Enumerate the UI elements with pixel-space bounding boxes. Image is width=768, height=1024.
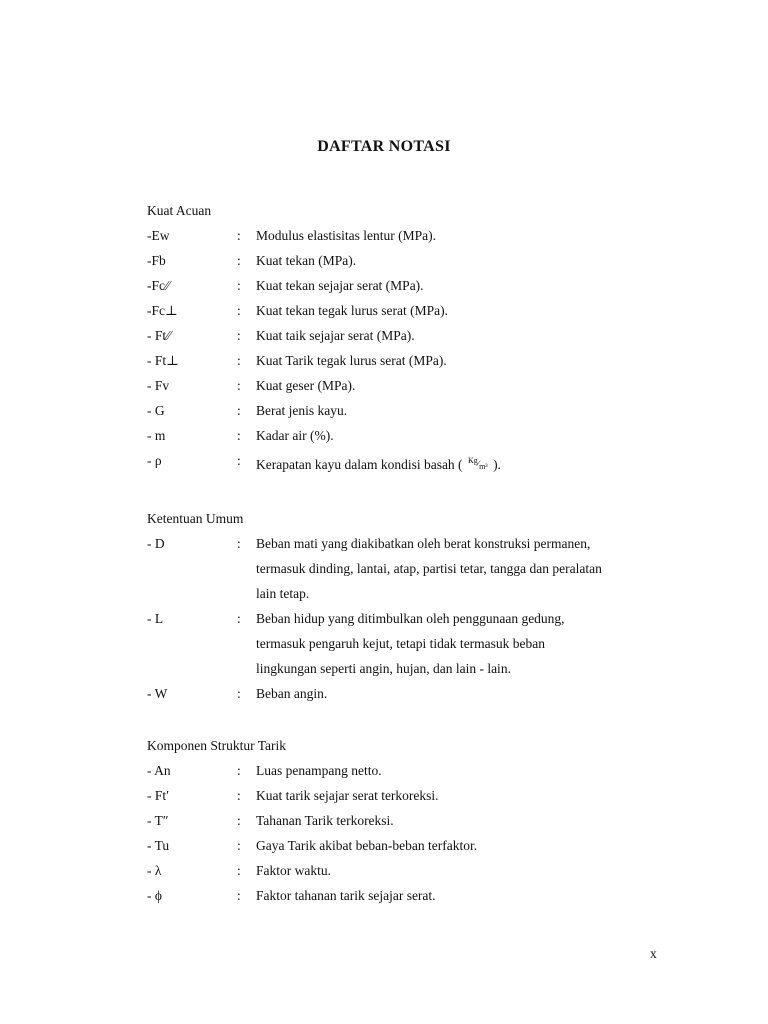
notation-row bbox=[147, 681, 667, 706]
notation-description bbox=[256, 758, 667, 783]
unit-denominator: m³ bbox=[479, 462, 488, 471]
description-line: Gaya Tarik akibat beban-beban terfaktor. bbox=[256, 838, 478, 853]
notation-symbol: - D bbox=[147, 536, 165, 551]
notation-symbol: - T″ bbox=[147, 813, 169, 828]
notation-symbol: - An bbox=[147, 763, 171, 778]
rho-text-before: Kerapatan kayu dalam kondisi basah ( bbox=[256, 457, 463, 472]
notation-colon: : bbox=[237, 611, 241, 626]
notation-symbol: - Ft⁄⁄ bbox=[147, 328, 171, 343]
notation-description bbox=[256, 448, 667, 473]
notation-symbol: - m bbox=[147, 428, 166, 443]
notation-symbol: -Fc⊥ bbox=[147, 303, 178, 318]
description-line: Beban hidup yang ditimbulkan oleh penggunaan gedung, bbox=[256, 611, 565, 626]
rho-text-after: ). bbox=[493, 457, 501, 472]
notation-row bbox=[147, 248, 667, 273]
notation-colon: : bbox=[237, 278, 241, 293]
description-line: Modulus elastisitas lentur (MPa). bbox=[256, 228, 436, 243]
description-line: Kuat tekan sejajar serat (MPa). bbox=[256, 278, 424, 293]
section-ketentuan-umum bbox=[147, 506, 667, 706]
notation-symbol: - ϕ bbox=[147, 888, 162, 903]
description-line: termasuk dinding, lantai, atap, partisi tetar, tangga dan peralatan bbox=[256, 561, 602, 576]
notation-row bbox=[147, 423, 667, 448]
description-line: Kuat tarik sejajar serat terkoreksi. bbox=[256, 788, 439, 803]
notation-description bbox=[256, 323, 667, 348]
page-title: DAFTAR NOTASI bbox=[317, 138, 451, 155]
description-line: Tahanan Tarik terkoreksi. bbox=[256, 813, 394, 828]
section-heading: Komponen Struktur Tarik bbox=[147, 738, 287, 753]
notation-colon: : bbox=[237, 813, 241, 828]
notation-description bbox=[256, 223, 667, 248]
notation-row bbox=[147, 323, 667, 348]
description-line: Faktor tahanan tarik sejajar serat. bbox=[256, 888, 436, 903]
notation-colon: : bbox=[237, 303, 241, 318]
description-line: lingkungan seperti angin, hujan, dan lain - lain. bbox=[256, 661, 511, 676]
notation-symbol: - L bbox=[147, 611, 164, 626]
notation-symbol: - λ bbox=[147, 863, 162, 878]
notation-row bbox=[147, 531, 667, 606]
notation-description bbox=[256, 681, 667, 706]
description-line: Kuat Tarik tegak lurus serat (MPa). bbox=[256, 353, 447, 368]
notation-description bbox=[256, 833, 667, 858]
description-line: termasuk pengaruh kejut, tetapi tidak termasuk beban bbox=[256, 636, 546, 651]
description-line: Kuat tekan tegak lurus serat (MPa). bbox=[256, 303, 448, 318]
notation-row bbox=[147, 273, 667, 298]
notation-row bbox=[147, 883, 667, 908]
notation-colon: : bbox=[237, 353, 241, 368]
notation-description bbox=[256, 348, 667, 373]
notation-row bbox=[147, 606, 667, 681]
description-line: Kuat geser (MPa). bbox=[256, 378, 356, 393]
description-line: Kuat tekan (MPa). bbox=[256, 253, 357, 268]
notation-row bbox=[147, 783, 667, 808]
notation-row bbox=[147, 298, 667, 323]
section-komponen-struktur-tarik bbox=[147, 733, 667, 908]
unit-numerator: Kg bbox=[467, 456, 478, 465]
notation-symbol: - ρ bbox=[147, 453, 162, 468]
notation-row bbox=[147, 223, 667, 248]
notation-description bbox=[256, 606, 667, 681]
description-line: Faktor waktu. bbox=[256, 863, 331, 878]
notation-colon: : bbox=[237, 403, 241, 418]
section-heading: Kuat Acuan bbox=[147, 203, 212, 218]
description-line: Kuat taik sejajar serat (MPa). bbox=[256, 328, 415, 343]
description-line: Luas penampang netto. bbox=[256, 763, 382, 778]
notation-symbol: - Tu bbox=[147, 838, 170, 853]
notation-description bbox=[256, 783, 667, 808]
notation-colon: : bbox=[237, 838, 241, 853]
notation-colon: : bbox=[237, 686, 241, 701]
notation-description bbox=[256, 273, 667, 298]
notation-description bbox=[256, 248, 667, 273]
notation-row-rho bbox=[147, 448, 667, 473]
notation-symbol: - W bbox=[147, 686, 168, 701]
notation-description bbox=[256, 398, 667, 423]
notation-row bbox=[147, 373, 667, 398]
notation-list bbox=[147, 223, 667, 448]
notation-colon: : bbox=[237, 888, 241, 903]
notation-list bbox=[147, 531, 667, 706]
notation-description bbox=[256, 531, 667, 606]
notation-description bbox=[256, 423, 667, 448]
notation-colon: : bbox=[237, 428, 241, 443]
notation-symbol: -Ew bbox=[147, 228, 170, 243]
notation-colon: : bbox=[237, 253, 241, 268]
notation-colon: : bbox=[237, 378, 241, 393]
description-line: Beban mati yang diakibatkan oleh berat konstruksi permanen, bbox=[256, 536, 591, 551]
description-line: Berat jenis kayu. bbox=[256, 403, 348, 418]
notation-symbol: - G bbox=[147, 403, 165, 418]
notation-symbol: -Fb bbox=[147, 253, 166, 268]
notation-colon: : bbox=[237, 788, 241, 803]
description-line: Beban angin. bbox=[256, 686, 328, 701]
notation-description bbox=[256, 373, 667, 398]
description-line: Kadar air (%). bbox=[256, 428, 334, 443]
notation-symbol: -Fc⁄⁄ bbox=[147, 278, 170, 293]
density-unit-fraction: Kg⁄m³ bbox=[467, 456, 488, 471]
notation-description bbox=[256, 298, 667, 323]
notation-row bbox=[147, 808, 667, 833]
notation-colon: : bbox=[237, 863, 241, 878]
notation-list bbox=[147, 758, 667, 908]
notation-colon: : bbox=[237, 228, 241, 243]
notation-description bbox=[256, 808, 667, 833]
notation-row bbox=[147, 758, 667, 783]
notation-row bbox=[147, 858, 667, 883]
notation-row bbox=[147, 348, 667, 373]
page-number: x bbox=[650, 946, 657, 961]
notation-row bbox=[147, 398, 667, 423]
notation-colon: : bbox=[237, 328, 241, 343]
notation-description bbox=[256, 858, 667, 883]
notation-symbol: - Ft′ bbox=[147, 788, 170, 803]
notation-colon: : bbox=[237, 763, 241, 778]
notation-symbol: - Fv bbox=[147, 378, 170, 393]
notation-colon: : bbox=[237, 536, 241, 551]
description-line: lain tetap. bbox=[256, 586, 310, 601]
notation-row bbox=[147, 833, 667, 858]
section-kuat-acuan bbox=[147, 198, 667, 473]
notation-description bbox=[256, 883, 667, 908]
notation-symbol: - Ft⊥ bbox=[147, 353, 179, 368]
section-heading: Ketentuan Umum bbox=[147, 511, 244, 526]
notation-colon: : bbox=[237, 453, 241, 468]
